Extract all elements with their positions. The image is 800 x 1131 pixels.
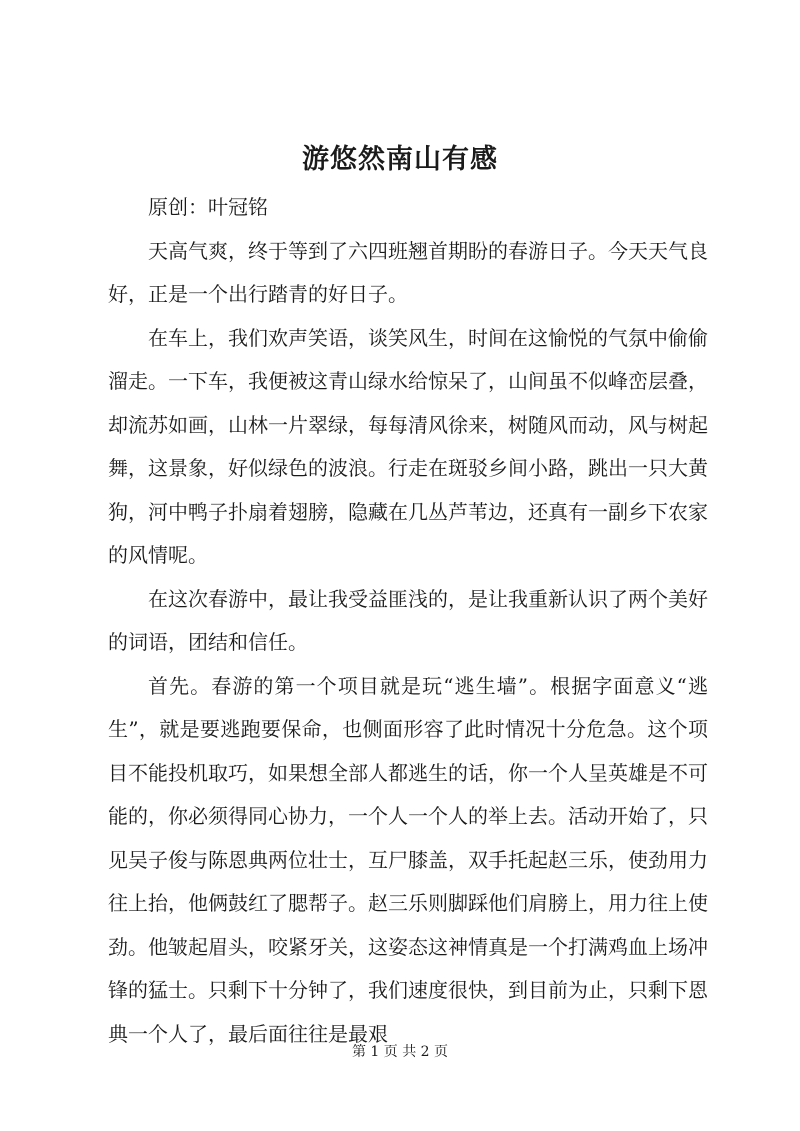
author-line: 原创：叶冠铭	[148, 195, 268, 219]
paragraph: 在车上，我们欢声笑语，谈笑风生，时间在这愉悦的气氛中偷偷溜走。一下车，我便被这青山绿水给惊呆了，山间虽不似峰峦层叠，却流苏如画，山林一片翠绿，每每清风徐来，树随风而动，风与树起舞，这景象，好似绿色的波浪。行走在斑驳乡间小路，跳出一只大黄狗，河中鸭子扑扇着翅膀，隐藏在几丛芦苇边，还真有一副乡下农家的风情呢。	[108, 325, 708, 567]
document-title: 游悠然南山有感	[302, 144, 498, 175]
page-footer: 第 1 页 共 2 页	[351, 1044, 449, 1060]
paragraph: 在这次春游中，最让我受益匪浅的，是让我重新认识了两个美好的词语，团结和信任。	[108, 586, 708, 654]
paragraph: 天高气爽，终于等到了六四班翘首期盼的春游日子。今天天气良好，正是一个出行踏青的好日子。	[108, 238, 708, 306]
document-body	[108, 186, 708, 1056]
paragraph: 首先。春游的第一个项目就是玩“逃生墙”。根据字面意义“逃生”，就是要逃跑要保命，也侧面形容了此时情况十分危急。这个项目不能投机取巧，如果想全部人都逃生的话，你一个人呈英雄是不可能的，你必须得同心协力，一个人一个人的举上去。活动开始了，只见吴子俊与陈恩典两位壮士，互尸膝盖，双手托起赵三乐，使劲用力往上抬，他俩鼓红了腮帮子。赵三乐则脚踩他们肩膀上，用力往上使劲。他皱起眉头，咬紧牙关，这姿态这神情真是一个打满鸡血上场冲锋的猛士。只剩下十分钟了，我们速度很快，到目前为止，只剩下恩典一个人了，最后面往往是最艰	[108, 673, 708, 1046]
